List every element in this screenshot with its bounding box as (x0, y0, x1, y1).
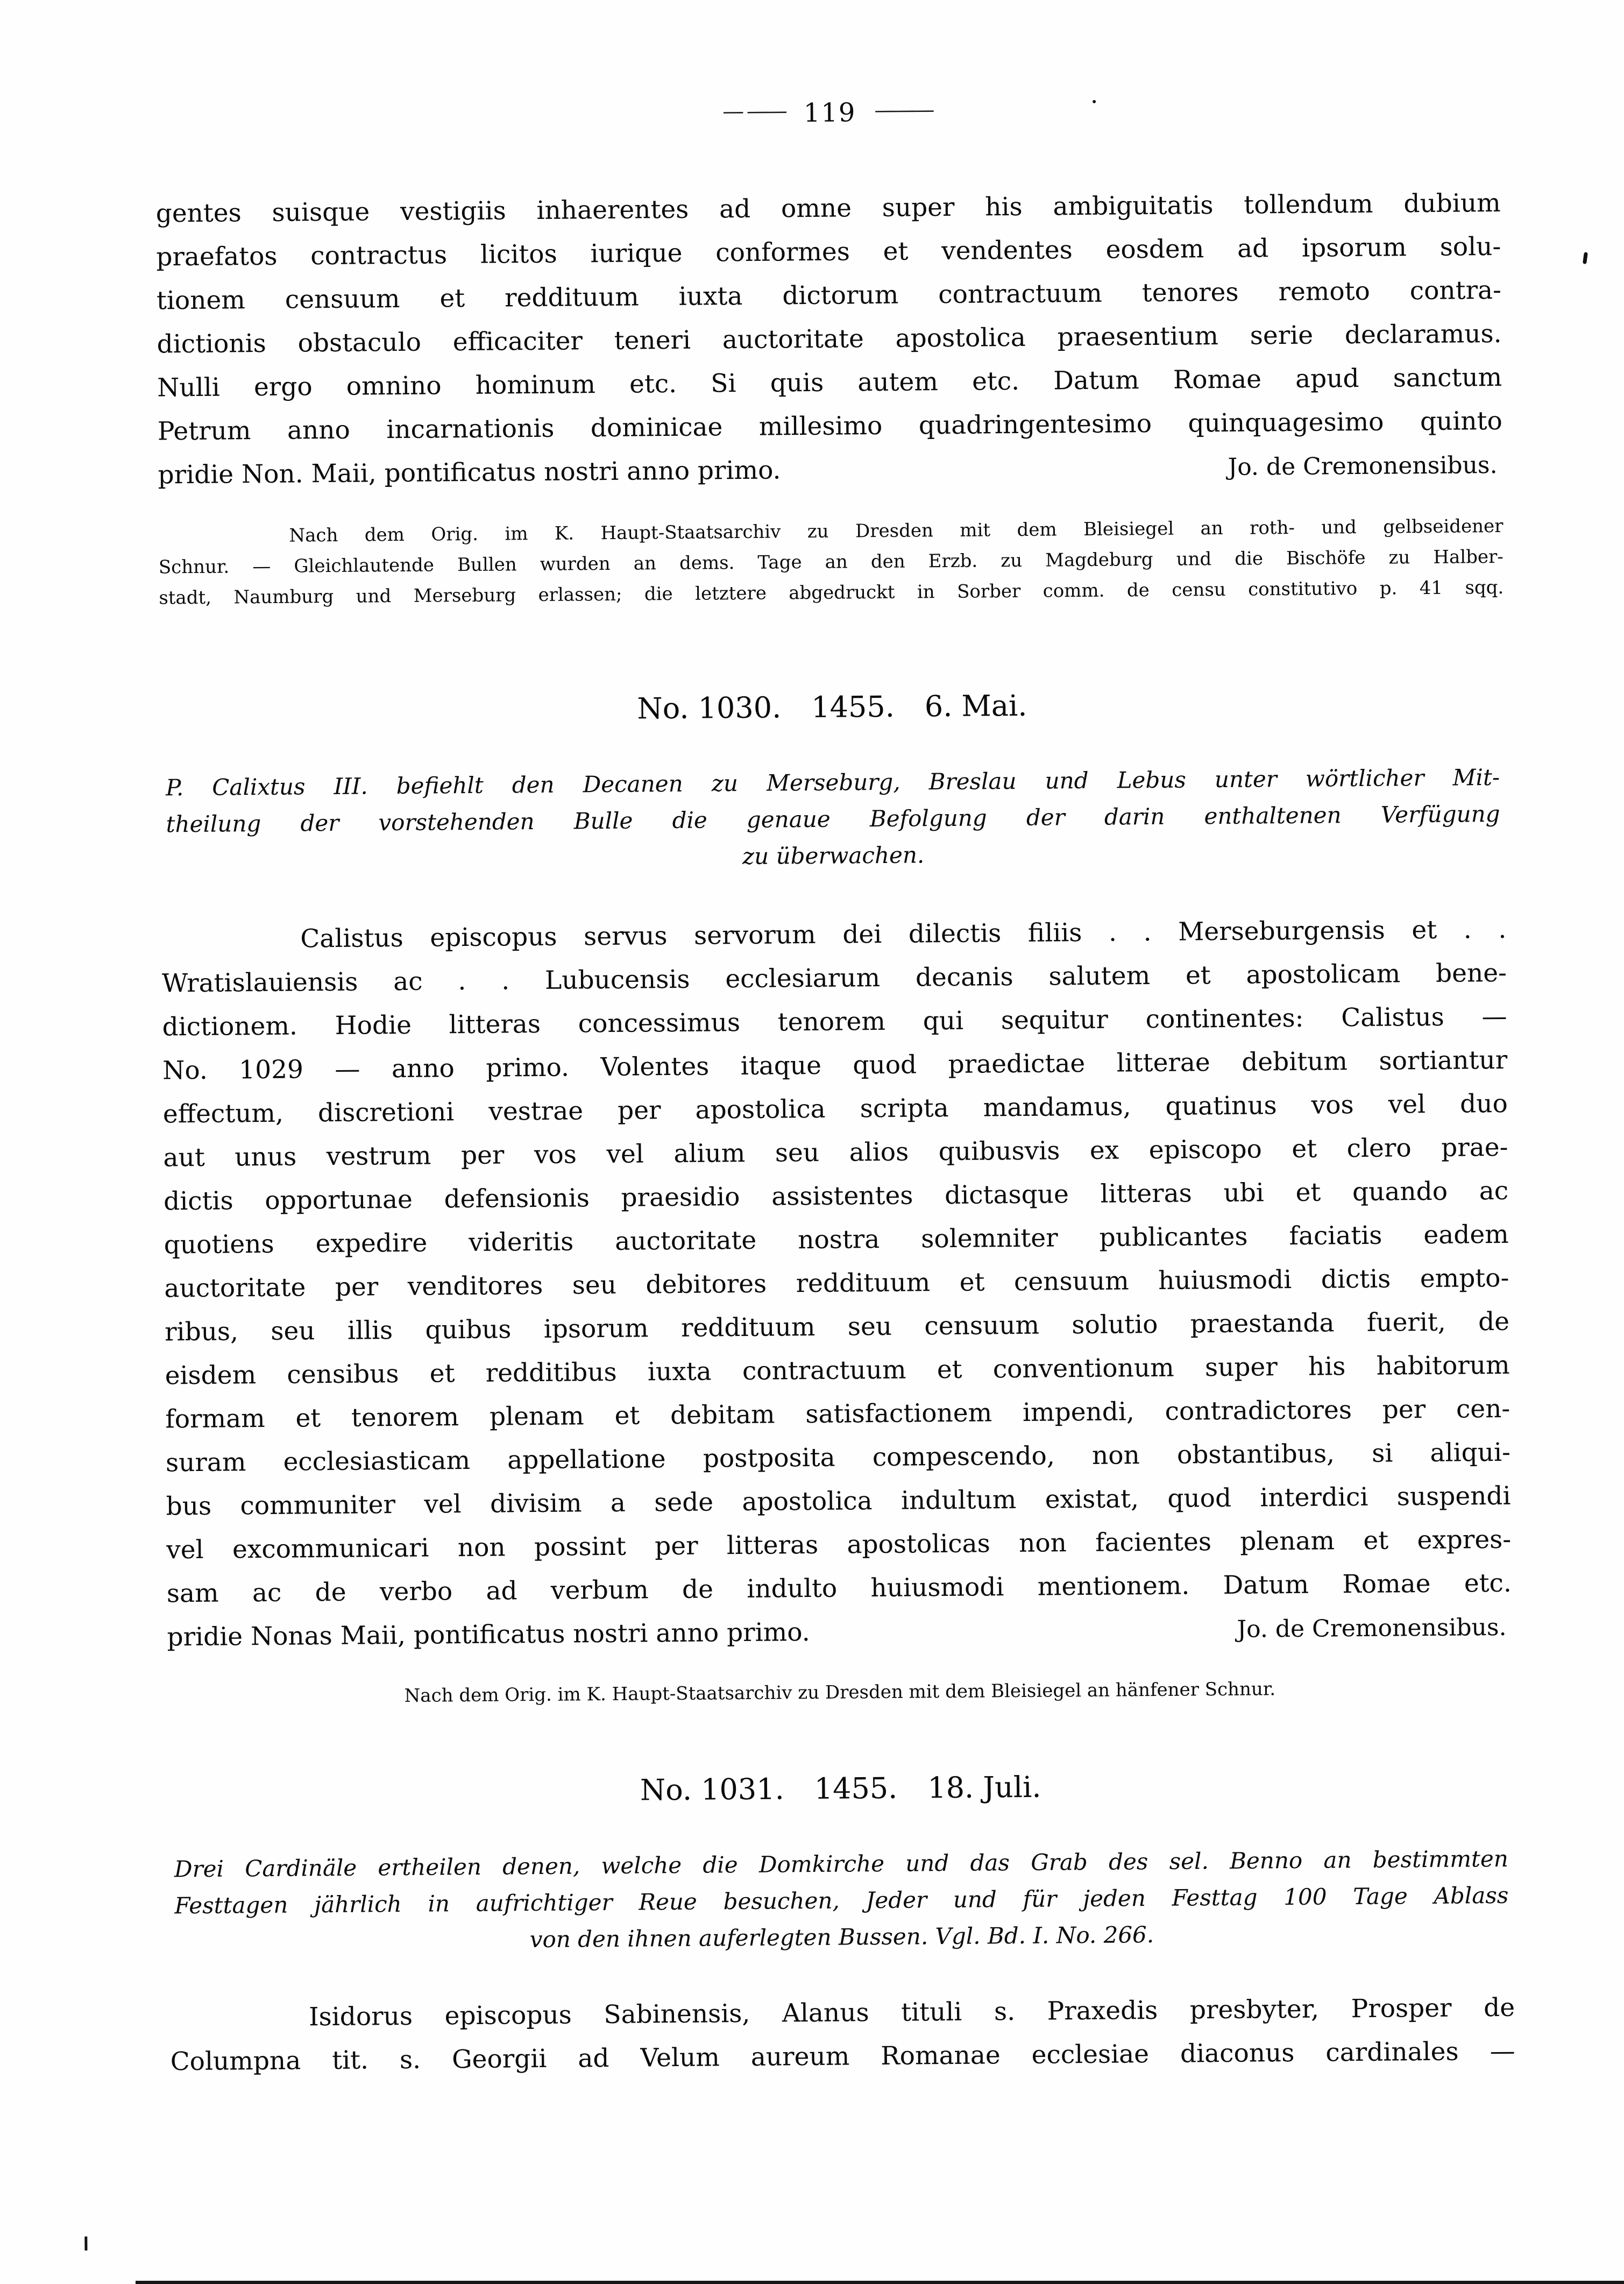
entry-year: 1455. (814, 1771, 898, 1806)
text-line: dictionem. Hodie litteras concessimus tenorem qui sequitur continentes: Calistus — (162, 1001, 1507, 1042)
text-line: von den ihnen auferlegten Bussen. Vgl. Bd. I. No. 266. (529, 1921, 1154, 1953)
text-line: aut unus vestrum per vos vel alium seu alios quibusvis ex episcopo et clero prae- (163, 1132, 1508, 1173)
closing-text: pridie Nonas Maii, pontificatus nostri anno primo. (167, 1617, 810, 1652)
entry-number: No. 1030. (637, 690, 782, 726)
scan-edge-shadow (136, 2281, 1624, 2284)
regest-summary-1030 (160, 759, 1506, 880)
text-line: Calistus episcopus servus servorum dei dilectis filiis . . Merseburgensis et . . (300, 914, 1507, 954)
text-line: quotiens expedire videritis auctoritate nostra solemniter publicantes faciatis eadem (164, 1219, 1509, 1260)
text-line: bus communiter vel divisim a sede apostolica indultum existat, quod interdici suspendi (166, 1481, 1511, 1522)
text-line: Isidorus episcopus Sabinensis, Alanus tituli s. Praxedis presbyter, Prosper de (308, 1992, 1515, 2032)
entry-number: No. 1031. (640, 1772, 784, 1807)
source-note-1030: Nach dem Orig. im K. Haupt-Staatsarchiv zu Dresden mit dem Bleisiegel an hänfener Schnur. (404, 1678, 1276, 1707)
text-line: eisdem censibus et redditibus iuxta contractuum et conventionum super his habitorum (165, 1350, 1510, 1391)
text-line: tionem censuum et reddituum iuxta dictorum contractuum tenores remoto contra- (156, 275, 1502, 316)
notary-signature: Jo. de Cremonensibus. (1237, 1613, 1507, 1643)
text-column (155, 89, 1515, 2084)
text-line: Nach dem Orig. im K. Haupt-Staatsarchiv zu Dresden mit dem Bleisiegel an roth- und gelbseidener (289, 515, 1504, 547)
text-line: gentes suisque vestigiis inhaerentes ad omne super his ambiguitatis tollendum dubium (155, 188, 1501, 229)
page-header (155, 89, 1500, 137)
text-line: dictis opportunae defensionis praesidio assistentes dictasque litteras ubi et quando ac (163, 1176, 1509, 1217)
text-line: theilung der vorstehenden Bulle die genaue Befolgung der darin enthaltenen Verfügung (166, 800, 1500, 838)
text-line: Columpna tit. s. Georgii ad Velum aureum Romanae ecclesiae diaconus cardinales — (170, 2036, 1515, 2077)
text-line: Schnur. — Gleichlautende Bullen wurden an dems. Tage an den Erzb. zu Magdeburg und die Bischöfe zu Halber- (158, 546, 1504, 578)
paragraph-entry-1030 (161, 908, 1512, 1616)
page-number: 119 (803, 97, 856, 129)
paragraph-entry-1031 (170, 1986, 1515, 2084)
entry-date: 18. Juli. (927, 1770, 1041, 1805)
text-line: Petrum anno incarnationis dominicae millesimo quadringentesimo quinquagesimo quinto (157, 406, 1503, 447)
text-line: dictionis obstaculo efficaciter teneri auctoritate apostolica praesentium serie declaramus. (157, 319, 1502, 359)
scan-artifact (1093, 100, 1096, 103)
closing-text: pridie Non. Maii, pontificatus nostri anno primo. (158, 455, 781, 490)
text-line: No. 1029 — anno primo. Volentes itaque quod praedictae litterae debitum sortiantur (162, 1045, 1508, 1086)
paragraph-entry-1029-continuation (155, 181, 1502, 454)
text-line: formam et tenorem plenam et debitam satisfactionem impendi, contradictores per cen- (165, 1394, 1510, 1434)
notary-signature: Jo. de Cremonensibus. (1228, 451, 1498, 481)
text-line: vel excommunicari non possint per litteras apostolicas non facientes plenam et expres- (166, 1524, 1512, 1565)
header-rule-left: — —— (722, 98, 786, 124)
text-line: praefatos contractus licitos iurique conformes et vendentes eosdem ad ipsorum solu- (156, 231, 1501, 272)
text-line: zu überwachen. (742, 842, 925, 870)
text-line: effectum, discretioni vestrae per apostolica scripta mandamus, quatinus vos vel duo (162, 1088, 1508, 1129)
scan-artifact (84, 2237, 87, 2251)
text-line: suram ecclesiasticam appellatione postposita compescendo, non obstantibus, si aliqui- (165, 1437, 1511, 1478)
scan-artifact (1583, 252, 1588, 264)
entry-year: 1455. (811, 689, 895, 724)
text-line: ribus, seu illis quibus ipsorum reddituum seu censuum solutio praestanda fuerit, de (164, 1306, 1510, 1347)
text-line: Festtagen jährlich in aufrichtiger Reue besuchen, Jeder und für jeden Festtag 100 Tage Ablass (174, 1882, 1509, 1919)
entry-heading-1030 (160, 685, 1505, 736)
text-line: sam ac de verbo ad verbum de indulto huiusmodi mentionem. Datum Romae etc. (166, 1568, 1512, 1609)
regest-summary-1031 (169, 1841, 1515, 1961)
text-line: Wratislauiensis ac . . Lubucensis ecclesiarum decanis salutem et apostolicam bene- (161, 958, 1507, 999)
text-line: Drei Cardinäle ertheilen denen, welche die Domkirche und das Grab des sel. Benno an bestimmten (174, 1845, 1509, 1883)
header-rule-right: ——— (874, 97, 933, 123)
text-line: stadt, Naumburg und Merseburg erlassen; die letztere abgedruckt in Sorber comm. de censu constitutivo p. 41 sqq. (159, 576, 1504, 609)
text-line: Nulli ergo omnino hominum etc. Si quis autem etc. Datum Romae apud sanctum (157, 362, 1502, 403)
entry-date: 6. Mai. (924, 688, 1027, 724)
entry-heading-1031 (168, 1766, 1514, 1817)
text-line: P. Calixtus III. befiehlt den Decanen zu Merseburg, Breslau und Lebus unter wörtlicher Mit- (165, 763, 1500, 801)
text-line: auctoritate per venditores seu debitores reddituum et censuum huiusmodi dictis empto- (164, 1263, 1509, 1304)
source-note-1029 (158, 511, 1504, 614)
